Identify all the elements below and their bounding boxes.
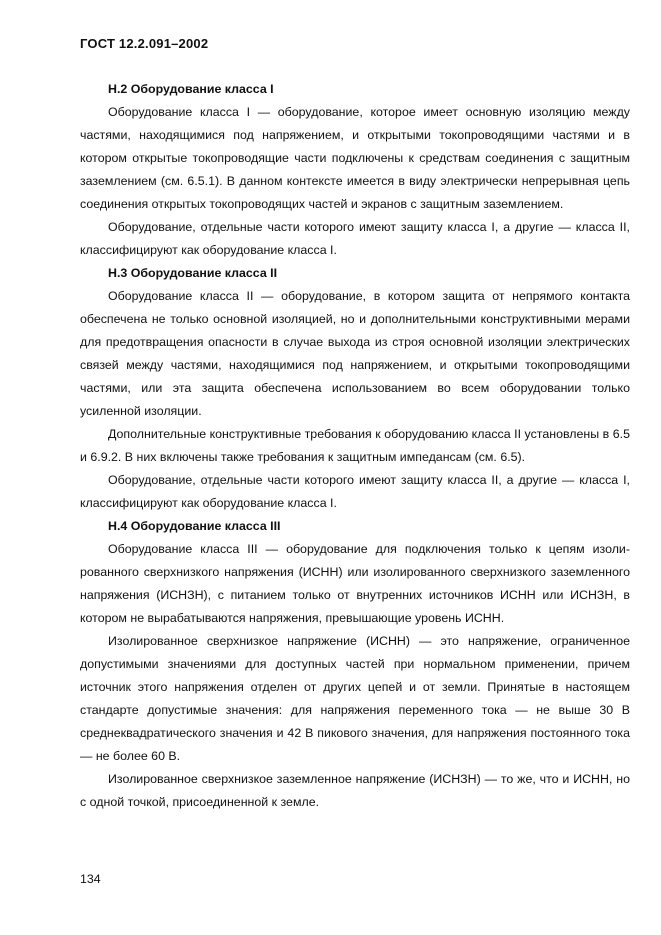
paragraph: Оборудование, отдельные части которого имеют защиту класса II, а другие — класса I, классифицируют как оборудование класса I. bbox=[80, 473, 630, 510]
paragraph: Оборудование класса I — оборудование, которое имеет основную изоляцию между частями, находящимися под напряжением, и открытыми токопроводящими частями и в котором открытые токопроводящие части подключены к средствам соединения с защитным заземлением (см. 6.5.1). В данном контексте имеется в виду электрически непрерывная цепь соединения открытых токопроводящих частей и экранов с защитным заземлением. bbox=[80, 105, 630, 211]
document-body bbox=[80, 78, 630, 814]
paragraph: Оборудование класса II — оборудование, в котором защита от непрямого контакта обеспечена не только основной изоляцией, но и дополнительными конструктивными мерами для предотвращения опасности в случае выхода из строя основной изоляции электрических связей между частями, находящимися под напряжением, и открытыми токопроводящими частями, или эта защита обеспечена использованием во всем оборудовании только усиленной изоляции. bbox=[80, 289, 630, 418]
paragraph: Дополнительные конструктивные требования к оборудованию класса II установлены в 6.5 и 6.9.2. В них включены также требования к защитным импедансам (см. 6.5). bbox=[80, 427, 630, 464]
section-title-class-1: Н.2 Оборудование класса I bbox=[108, 82, 274, 96]
section-title-class-3: Н.4 Оборудование класса III bbox=[108, 519, 281, 533]
section-title-class-2: Н.3 Оборудование класса II bbox=[108, 266, 278, 280]
paragraph: Оборудование класса III — оборудование для подключения только к цепям изолированного сверхнизкого напряжения (ИСНН) или изолированного сверхнизкого заземленного напряжения (ИСНЗН), с питанием только от внутренних источников ИСНН или ИСНЗН, в котором не вырабатываются напряжения, превышающие уровень ИСНН. bbox=[80, 542, 630, 625]
paragraph: Изолированное сверхнизкое напряжение (ИСНН) — это напряжение, ограниченное допустимыми значениями для доступных частей при нормальном применении, причем источник этого напряжения отделен от других цепей и от земли. Принятые в настоящем стандарте допустимые значения: для напряжения переменного тока — не выше 30 В среднеквадратического значения и 42 В пикового значения, для напряжения постоянного тока — не более 60 В. bbox=[80, 634, 630, 763]
page-number: 134 bbox=[80, 872, 101, 886]
paragraph: Изолированное сверхнизкое заземленное напряжение (ИСНЗН) — то же, что и ИСНН, но с одной точкой, присоединенной к земле. bbox=[80, 772, 630, 809]
page-header: ГОСТ 12.2.091–2002 bbox=[80, 36, 209, 51]
paragraph: Оборудование, отдельные части которого имеют защиту класса I, а другие — класса II, классифицируют как оборудование класса I. bbox=[80, 220, 630, 257]
